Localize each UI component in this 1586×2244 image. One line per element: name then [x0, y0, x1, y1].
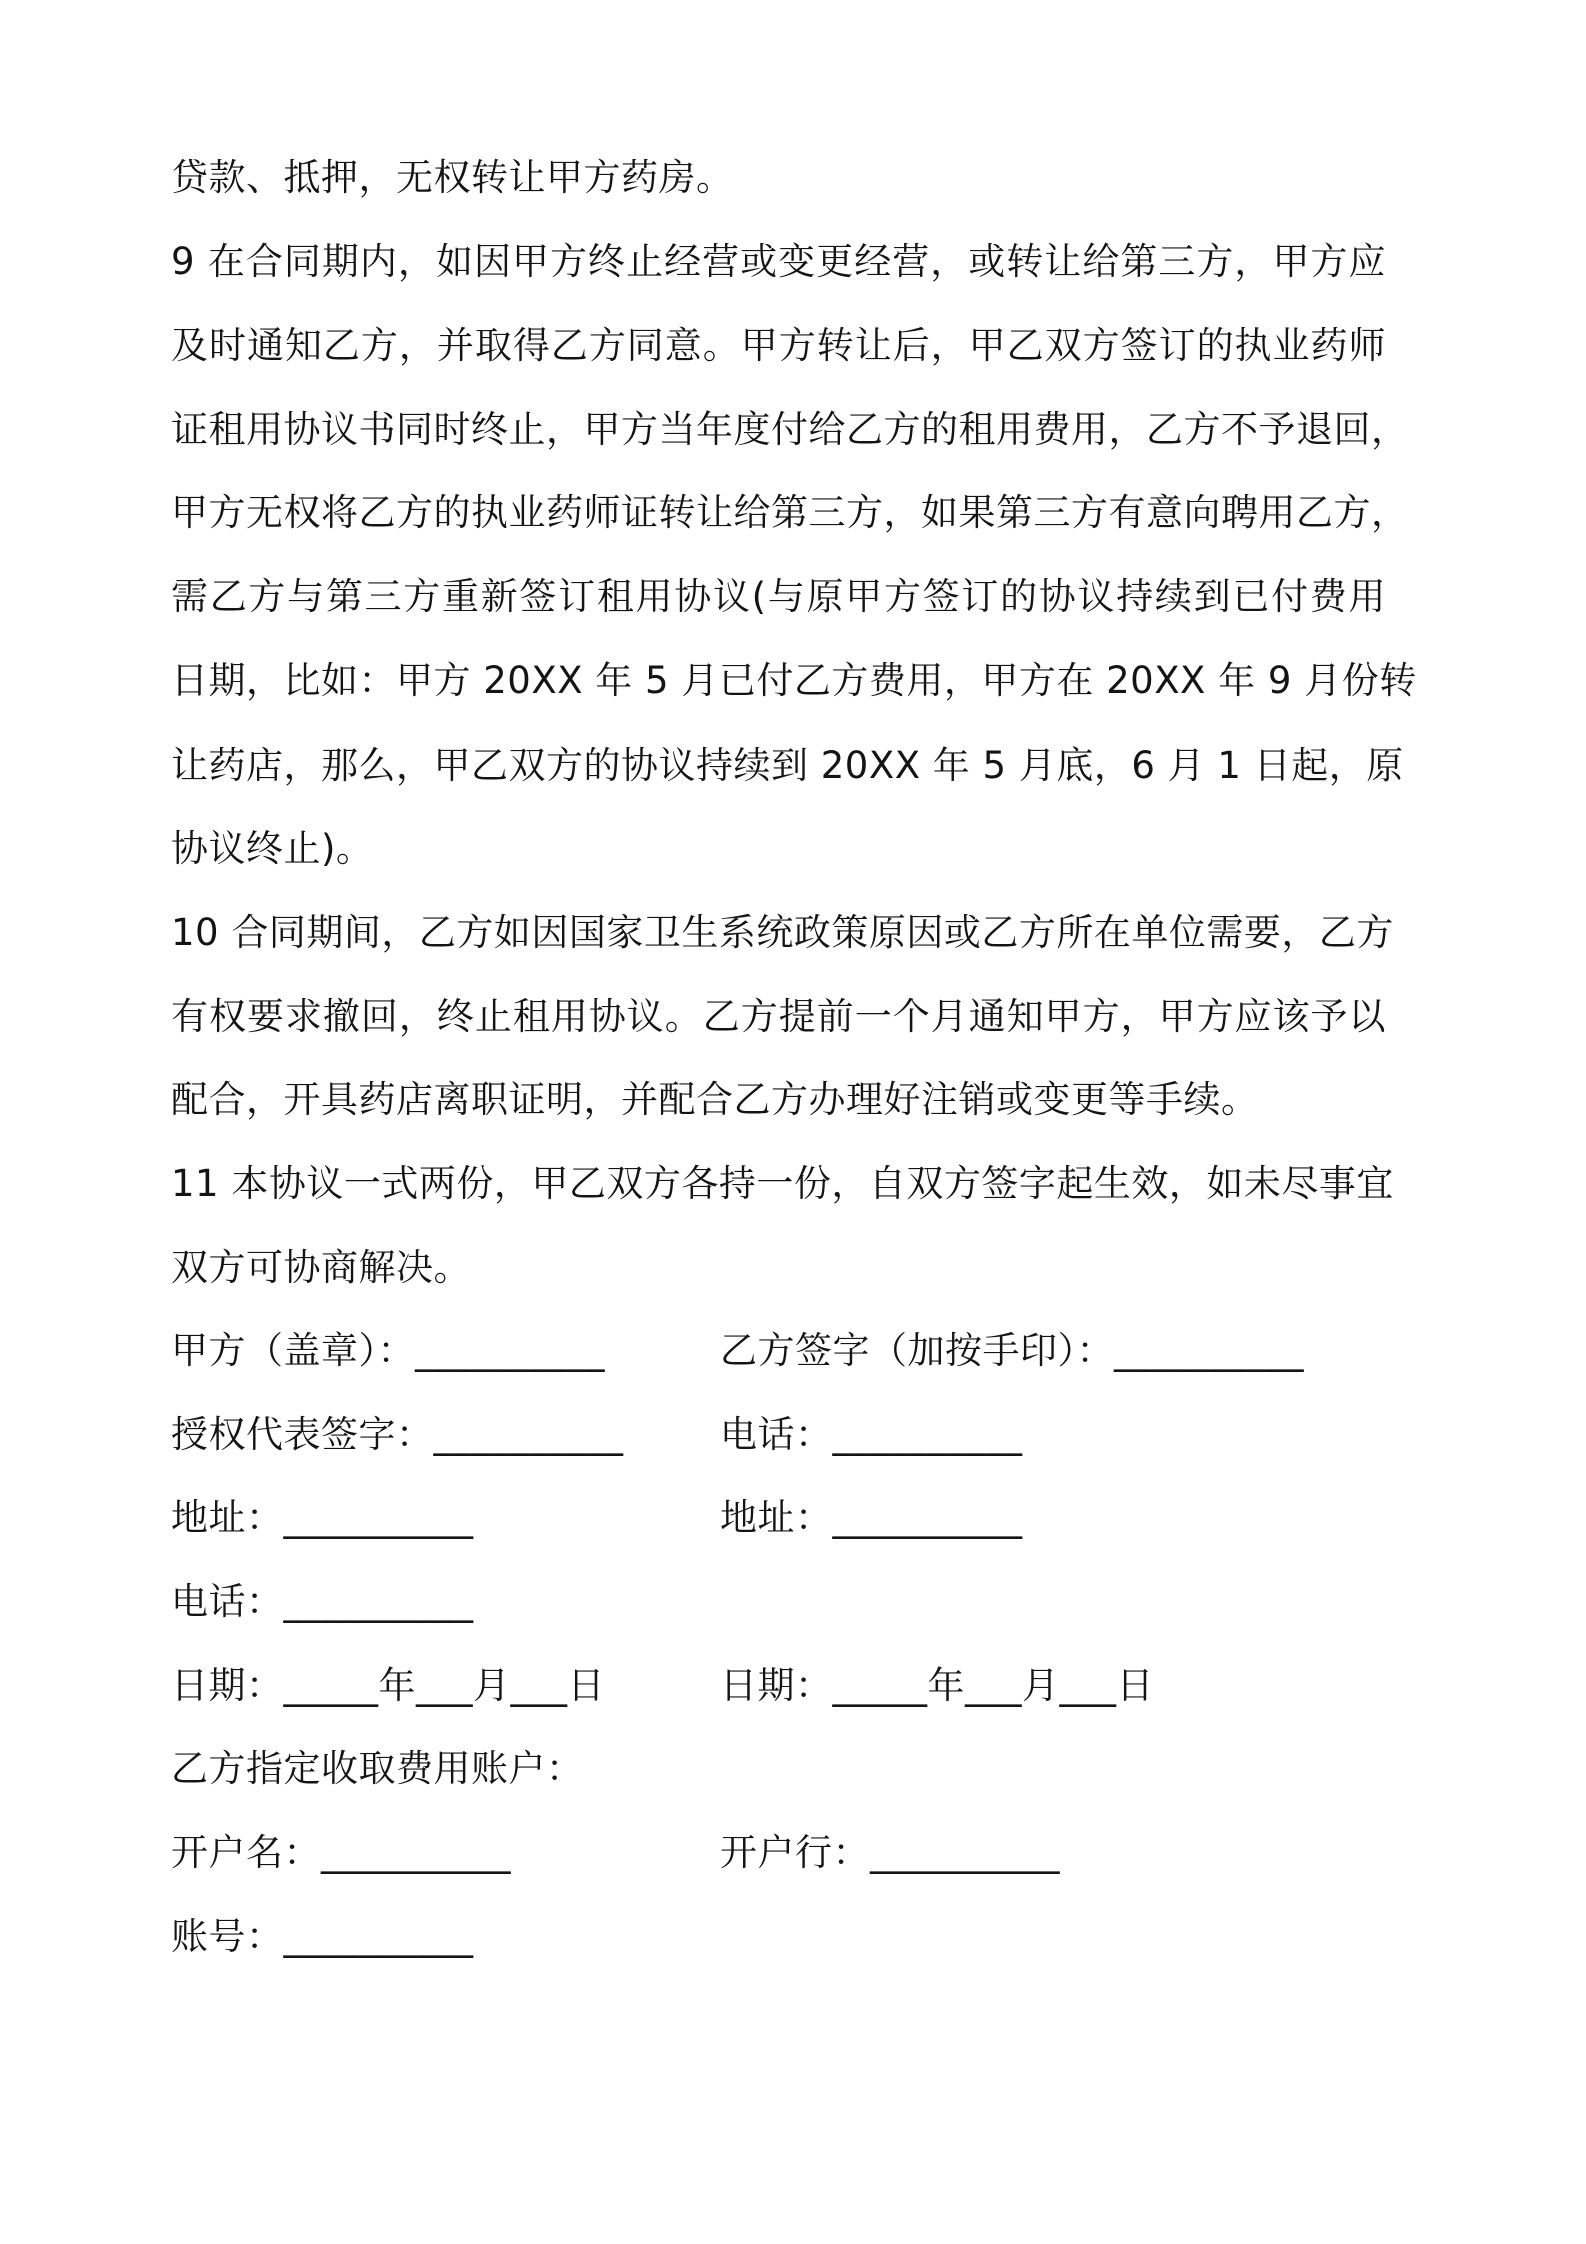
body-line-3: 及时通知乙方，并取得乙方同意。甲方转让后，甲乙双方签订的执业药师 [171, 324, 1386, 367]
body-line-14: 双方可协商解决。 [171, 1246, 471, 1289]
body-line-10: 10 合同期间，乙方如因国家卫生系统政策原因或乙方所在单位需要，乙方 [171, 911, 1394, 954]
party-b-sign-field: 乙方签字（加按手印）：__________ [720, 1329, 1304, 1372]
body-line-1: 贷款、抵押，无权转让甲方药房。 [171, 156, 734, 199]
body-line-4: 证租用协议书同时终止，甲方当年度付给乙方的租用费用，乙方不予退回， [171, 408, 1409, 451]
body-line-5: 甲方无权将乙方的执业药师证转让给第三方，如果第三方有意向聘用乙方， [171, 491, 1409, 534]
party-b-address-field: 地址：__________ [720, 1496, 1023, 1539]
account-number-field: 账号：__________ [171, 1915, 474, 1958]
party-a-phone-field: 电话：__________ [171, 1580, 474, 1623]
party-a-date-field: 日期：_____年___月___日 [171, 1664, 605, 1707]
party-b-date-field: 日期：_____年___月___日 [720, 1664, 1154, 1707]
body-line-9: 协议终止)。 [171, 827, 374, 870]
party-a-seal-field: 甲方（盖章）：__________ [171, 1329, 605, 1372]
body-line-12: 配合，开具药店离职证明，并配合乙方办理好注销或变更等手续。 [171, 1078, 1259, 1121]
party-b-phone-field: 电话：__________ [720, 1413, 1023, 1456]
body-line-13: 11 本协议一式两份，甲乙双方各持一份，自双方签字起生效，如未尽事宜 [171, 1162, 1394, 1205]
body-line-2: 9 在合同期内，如因甲方终止经营或变更经营，或转让给第三方，甲方应 [171, 240, 1386, 283]
bank-name-field: 开户行：__________ [720, 1831, 1060, 1874]
rep-sign-field: 授权代表签字：__________ [171, 1413, 624, 1456]
body-line-7: 日期，比如：甲方 20XX 年 5 月已付乙方费用，甲方在 20XX 年 9 月份转 [171, 659, 1417, 702]
account-heading: 乙方指定收取费用账户： [171, 1747, 584, 1790]
body-line-6: 需乙方与第三方重新签订租用协议(与原甲方签订的协议持续到已付费用 [171, 575, 1386, 618]
account-name-field: 开户名：__________ [171, 1831, 511, 1874]
body-line-8: 让药店，那么，甲乙双方的协议持续到 20XX 年 5 月底，6 月 1 日起，原 [171, 744, 1404, 787]
party-a-address-field: 地址：__________ [171, 1496, 474, 1539]
body-line-11: 有权要求撤回，终止租用协议。乙方提前一个月通知甲方，甲方应该予以 [171, 995, 1386, 1038]
